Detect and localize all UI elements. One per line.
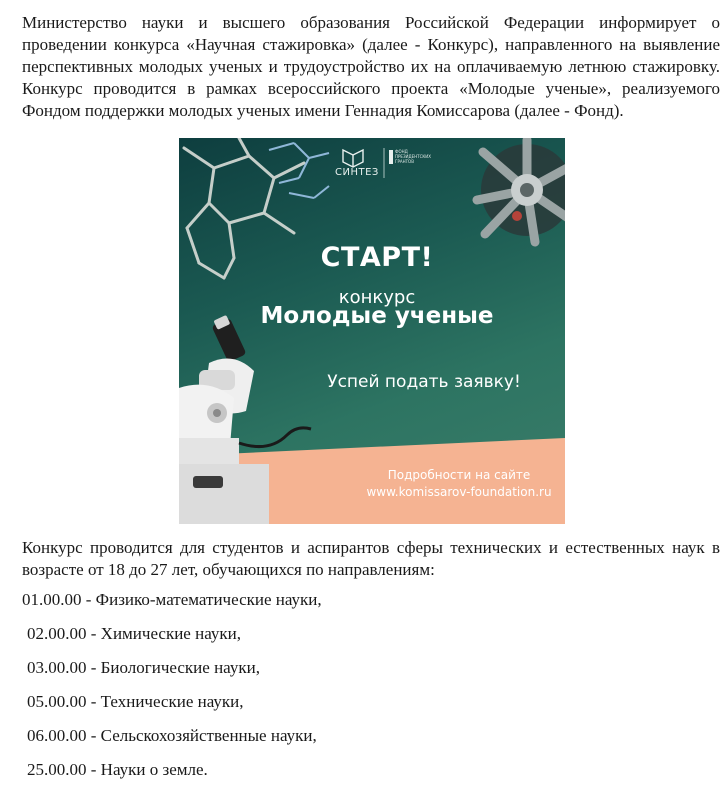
list-item: 05.00.00 - Технические науки, [27, 692, 244, 711]
poster-start-heading: СТАРТ! [320, 242, 434, 273]
list-item: 01.00.00 - Физико-математические науки, [22, 590, 322, 609]
fond-logo-icon [389, 150, 393, 164]
poster-title: Молодые ученые [260, 303, 494, 329]
list-item: 06.00.00 - Сельскохозяйственные науки, [27, 726, 317, 745]
fond-logo-label: ФОНД ПРЕЗИДЕНТСКИХ ГРАНТОВ [395, 149, 431, 164]
list-item: 03.00.00 - Биологические науки, [27, 658, 260, 677]
radial-engine-icon [477, 140, 565, 242]
document-body [22, 12, 720, 793]
directions-list [22, 589, 720, 793]
contest-poster [179, 138, 565, 524]
poster-illustration [179, 138, 565, 524]
sintez-logo-label: СИНТЕЗ [335, 167, 379, 178]
list-item: 02.00.00 - Химические науки, [27, 624, 241, 643]
poster-konkurs-label: конкурс [338, 287, 416, 308]
poster-apply-slogan: Успей подать заявку! [327, 372, 521, 392]
poster-site-url: www.komissarov-foundation.ru [366, 485, 552, 499]
intro-paragraph: Министерство науки и высшего образования Российской Федерации информирует о проведении конкурса «Научная стажировка» (далее - Конкурс), направленного на выявление перспективных молодых ученых и трудоустройство их на оплачиваемую летнюю стажировку. Конкурс проводится в рамках всероссийского проекта «Молодые ученые», реализуемого Фондом поддержки молодых ученых имени Геннадия Комиссарова (далее - Фонд). [22, 13, 720, 120]
poster-canvas [179, 138, 565, 524]
list-item: 25.00.00 - Науки о земле. [27, 760, 208, 779]
poster-details-label: Подробности на сайте [387, 468, 531, 482]
eligibility-paragraph: Конкурс проводится для студентов и аспирантов сферы технических и естественных наук в возрасте от 18 до 27 лет, обучающихся по направлениям: [22, 538, 720, 579]
sintez-logo-icon [343, 150, 363, 167]
molecule-blue-fragment [269, 143, 329, 198]
